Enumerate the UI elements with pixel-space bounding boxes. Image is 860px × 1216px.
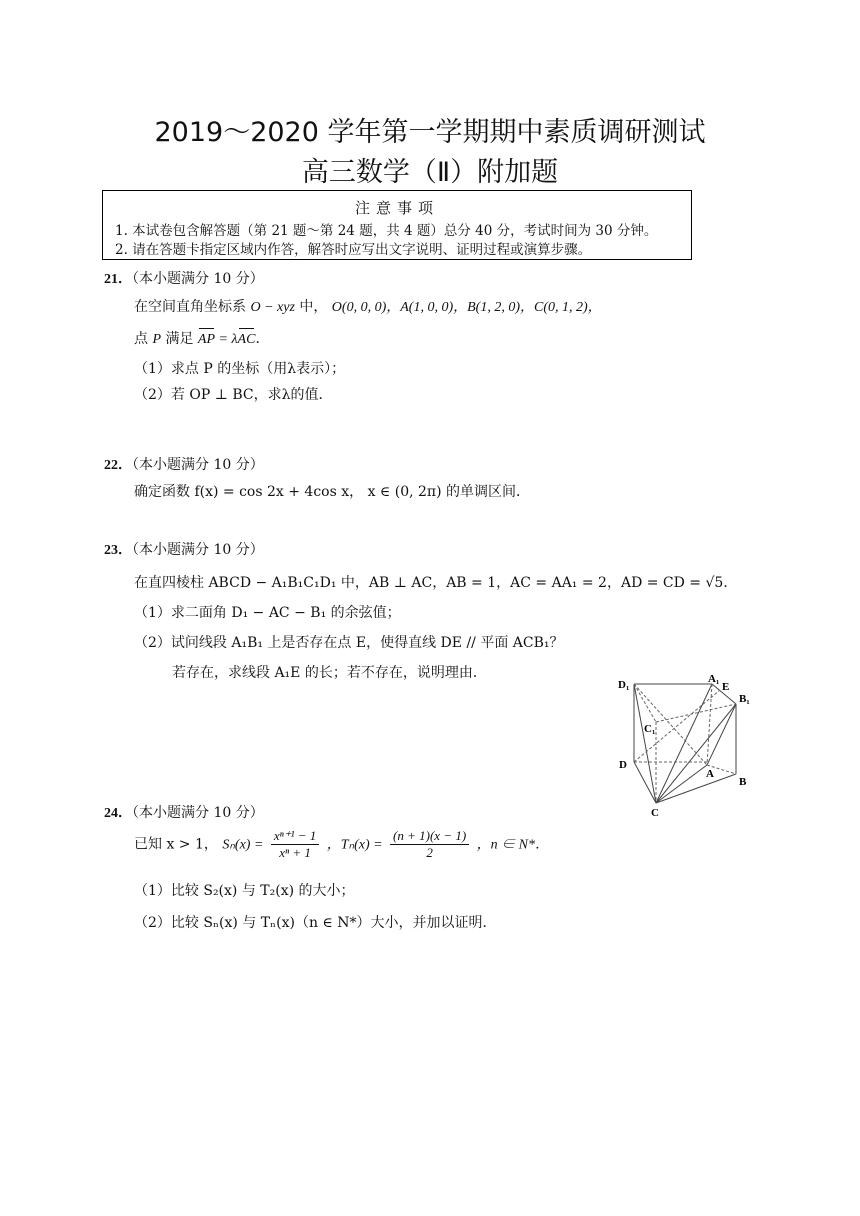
label-a: A (706, 768, 714, 780)
q23-number: 23． (104, 543, 132, 558)
q24-tn-fraction (390, 828, 469, 861)
q23-stem: 在直四棱柱 ABCD − A₁B₁C₁D₁ 中，AB ⊥ AC，AB = 1，AC = AA₁ = 2，AD = CD = √5． (134, 575, 738, 591)
label-d: D (619, 759, 627, 771)
q21-vector-ap: AP (197, 332, 216, 347)
q23-part-1: （1）求二面角 D₁ − AC − B₁ 的余弦值； (134, 605, 401, 621)
q24-tn-numerator: (n + 1)(x − 1) (390, 828, 469, 845)
q22-stem: 确定函数 f(x) = cos 2x + 4cos x， x ∈ (0, 2π) 的单调区间． (134, 484, 531, 500)
q23-header (104, 539, 264, 559)
q23-part-2b: 若存在，求线段 A₁E 的长；若不存在，说明理由． (172, 665, 487, 681)
q21-header (104, 268, 264, 288)
notice-line-2: 2. 请在答题卡指定区域内作答，解答时应写出文字说明、证明过程或演算步骤。 (115, 242, 592, 258)
q21-stem-1c: 中， (299, 299, 328, 315)
q22-number: 22． (104, 458, 132, 473)
q22-header (104, 454, 264, 474)
q21-stem-2b: 满足 (165, 331, 194, 347)
q22-score: （本小题满分 10 分） (132, 457, 264, 473)
q24-sn-numerator: xⁿ⁺¹ − 1 (271, 828, 319, 845)
q21-part-1: （1）求点 P 的坐标（用λ表示）； (134, 361, 346, 377)
label-d1: D₁ (618, 679, 630, 691)
q21-point-p: P (152, 332, 162, 347)
q21-number: 21． (104, 272, 132, 287)
q21-equals-lambda: = λ (215, 332, 238, 347)
notice-heading: 注意事项 (354, 199, 439, 217)
label-c1: C₁ (644, 723, 656, 735)
prism-figure (612, 670, 772, 820)
q24-tail: ，n ∈ N*． (476, 837, 549, 853)
label-b1: B₁ (739, 693, 750, 705)
q24-score: （本小题满分 10 分） (132, 805, 264, 821)
q21-part-2: （2）若 OP ⊥ BC，求λ的值． (134, 387, 333, 403)
q24-sn-fraction (271, 828, 319, 861)
q21-score: （本小题满分 10 分） (132, 271, 264, 287)
q24-lead: 已知 x > 1， (134, 836, 218, 853)
q24-header (104, 802, 264, 822)
label-b: B (739, 776, 747, 788)
exam-subtitle: 高三数学（Ⅱ）附加题 (301, 157, 559, 188)
q21-stem-2 (134, 328, 269, 348)
q24-tn-denominator: 2 (426, 845, 433, 860)
q24-part-2: （2）比较 Sₙ(x) 与 Tₙ(x)（n ∈ N*）大小，并加以证明． (134, 915, 497, 931)
q24-sn: Sₙ(x) = (222, 837, 264, 853)
q24-sn-denominator: xⁿ + 1 (279, 845, 311, 860)
label-a1: A₁ (708, 673, 720, 685)
notice-box (102, 190, 692, 260)
q21-vector-ac: AC (237, 332, 256, 347)
exam-title: 2019～2020 学年第一学期期中素质调研测试 (154, 117, 706, 148)
q23-part-2: （2）试问线段 A₁B₁ 上是否存在点 E，使得直线 DE // 平面 ACB₁？ (134, 635, 564, 651)
q21-stem-1 (134, 296, 602, 316)
q21-coord-system: O − xyz (250, 300, 295, 315)
label-c: C (651, 807, 659, 819)
q23-score: （本小题满分 10 分） (132, 542, 264, 558)
q21-points: O(0, 0, 0)，A(1, 0, 0)，B(1, 2, 0)，C(0, 1, 2)， (331, 300, 602, 315)
q21-stem-2a: 点 (134, 331, 148, 347)
q21-stem-1a: 在空间直角坐标系 (134, 299, 246, 315)
q24-tn: ，Tₙ(x) = (326, 837, 383, 853)
q24-stem (134, 828, 549, 861)
q21-stem-2-end: ． (255, 331, 270, 347)
notice-line-1: 1. 本试卷包含解答题（第 21 题～第 24 题，共 4 题）总分 40 分，考试时间为 30 分钟。 (115, 223, 658, 239)
label-e: E (722, 681, 730, 693)
q24-part-1: （1）比较 S₂(x) 与 T₂(x) 的大小； (134, 883, 355, 899)
q24-number: 24． (104, 806, 132, 821)
